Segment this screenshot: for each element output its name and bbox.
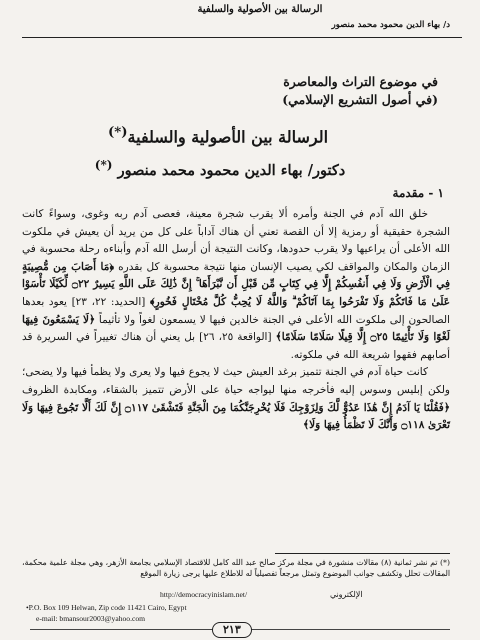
article-title-text: الرسالة بين الأصولية والسلفية bbox=[127, 127, 329, 147]
footnote-text: (*) تم نشر ثمانية (٨) مقالات منشورة في مجلة مركز صالح عبد الله كامل للاقتصاد الإسلامي بجامعة الأزهر، وهي مجلة علمية محكمة، المقالات تحلل وتكشف جوانب الموضوع وتمثل مرجعاً تفصيلياً له للاطلاع عليها يرجى زيارة الموقع bbox=[22, 558, 450, 579]
email-address[interactable]: e-mail: bmansour2003@yahoo.com bbox=[36, 614, 146, 623]
verse-2-reference: [الواقعة ٢٥، ٢٦] bbox=[199, 331, 272, 344]
footnote-divider bbox=[275, 553, 450, 554]
address-bullet-icon: • bbox=[26, 603, 29, 612]
paragraph-1-continued: يعود بعدها الصالحون إلى ملكوت الله الأعلى في الجنة خالدين فيها لا يسمعون لغواً ولا تأثيماً bbox=[22, 295, 450, 326]
section-heading: ١ - مقدمة bbox=[392, 186, 444, 200]
author-footnote-mark: (*) bbox=[94, 158, 113, 172]
article-title bbox=[0, 124, 436, 146]
paragraph-1-text: خلق الله آدم في الجنة وأمره ألا يقرب شجرة معينة، فعصى آدم ربه وغوى، وسواءً كانت الشجرة حقيقية أو رمزية إلا أن القصة تعني أن هناك آداباً على كل من يريد أن يعيش في ملكوت الله الأعلى أن يراعيها ولا يقرب حدودها، وكانت النتيجة أن أرسل الله آدم وأبناءه رحلة محسوبة في الزمان والمكان والمواقف لكي يصيب الإنسان منها نتيجة محسوبة كل بقدره bbox=[22, 208, 451, 273]
title-footnote-mark: (*) bbox=[107, 124, 128, 140]
postal-address-text: P.O. Box 109 Helwan, Zip code 11421 Cairo, Egypt bbox=[28, 603, 187, 612]
paragraph-1 bbox=[22, 206, 450, 364]
article-author bbox=[0, 158, 440, 179]
body-text bbox=[22, 206, 450, 435]
quran-verse-2: ﴿لَا يَسْمَعُونَ فِيهَا لَغْوًا وَلَا تَأْثِيمًا ۝٢٥ إِلَّا قِيلًا سَلَامًا سَلَامًا﴾ bbox=[22, 313, 450, 344]
topic-line-1: في موضوع التراث والمعاصرة bbox=[283, 74, 438, 89]
footnote-electronic-label: الإلكتروني bbox=[330, 590, 363, 599]
quran-verse-3: ﴿فَقُلْنَا يَا آدَمُ إِنَّ هَٰذَا عَدُوٌّ لَّكَ وَلِزَوْجِكَ فَلَا يُخْرِجَنَّكُمَا مِنَ الْجَنَّةِ فَتَشْقَىٰ ۝١١٧ إِنَّ لَكَ أَلَّا تَجُوعَ فِيهَا وَلَا تَعْرَىٰ ۝١١٨ وَأَنَّكَ لَا تَظْمَأُ فِيهَا وَلَا﴾ bbox=[22, 401, 450, 432]
postal-address bbox=[26, 603, 187, 612]
running-title: الرسالة بين الأصولية والسلفية bbox=[197, 4, 323, 15]
topic-line-2: (في أصول التشريع الإسلامي) bbox=[282, 92, 438, 107]
footnote-website-link[interactable]: http://democracyinislam.net/ bbox=[160, 590, 248, 599]
paragraph-2 bbox=[22, 364, 450, 434]
paragraph-2-text: كانت حياة آدم في الجنة تتميز برغد العيش حيث لا يجوع فيها ولا يعرى ولا يظمأ فيها ولا يضحى؛ ولكن إبليس وسوس إليه فأخرجه منها ليواجه حياة على الأرض تتميز بالشقاء، ومكابدة الظروف bbox=[22, 366, 450, 396]
header-divider bbox=[22, 37, 462, 38]
verse-1-reference: [الحديد: ٢٢، ٢٣] bbox=[71, 295, 146, 308]
article-author-text: دكتور/ بهاء الدين محمود محمد منصور bbox=[117, 161, 346, 179]
quran-verse-1: ﴿مَا أَصَابَ مِن مُّصِيبَةٍ فِي الْأَرْضِ وَلَا فِي أَنفُسِكُمْ إِلَّا فِي كِتَابٍ مِّن قَبْلِ أَن نَّبْرَأَهَا ۚ إِنَّ ذَٰلِكَ عَلَى اللَّهِ يَسِيرٌ ۝٢٢ لِّكَيْلَا تَأْسَوْا عَلَىٰ مَا فَاتَكُمْ وَلَا تَفْرَحُوا بِمَا آتَاكُمْ ۗ وَاللَّهُ لَا يُحِبُّ كُلَّ مُخْتَالٍ فَخُورٍ﴾ bbox=[22, 260, 451, 308]
running-author: د/ بهاء الدين محمود محمد منصور bbox=[331, 20, 450, 30]
paragraph-1-conclusion: بل يعني أن هناك تغييراً في السريرة قد أصابهم فقهوا شريعة الله في ملكوته. bbox=[22, 331, 450, 361]
page-number: ٢١٣ bbox=[212, 622, 252, 638]
